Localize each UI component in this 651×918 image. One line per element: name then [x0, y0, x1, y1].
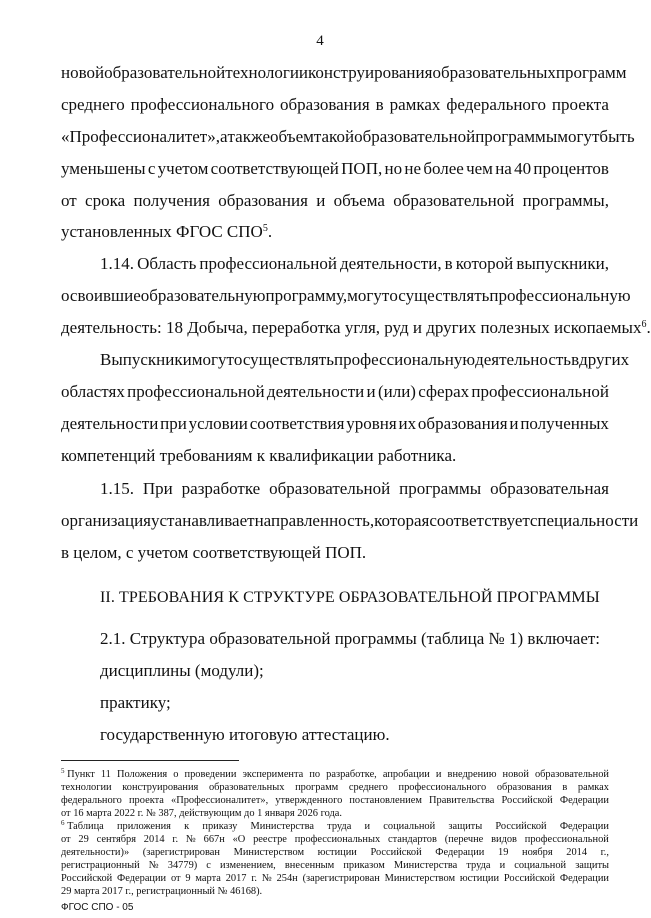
word: процентов	[533, 159, 609, 178]
word: профессиональную	[489, 286, 631, 305]
word: в	[571, 350, 580, 369]
list-item-attestation: государственную итоговую аттестацию.	[100, 725, 390, 744]
word: но	[384, 159, 403, 178]
word: защиты	[448, 821, 483, 832]
paragraph-1-14-line	[61, 284, 631, 308]
word: сферах	[418, 382, 470, 401]
word: осуществлять	[233, 350, 334, 369]
word: образования	[218, 191, 308, 210]
word: в	[375, 95, 384, 114]
word: Пункт	[64, 769, 95, 780]
word: Российской	[495, 821, 547, 832]
word: защиты	[575, 860, 609, 871]
word: и	[366, 382, 376, 401]
word: деятельности)»	[61, 847, 130, 858]
word: федерального	[446, 95, 546, 114]
word: марта	[195, 873, 221, 884]
word: социальной	[514, 860, 567, 871]
word: проведении	[184, 769, 237, 780]
word: новой	[502, 769, 529, 780]
word: могут	[347, 286, 390, 305]
word: образовательных	[208, 782, 285, 793]
word: ПОП,	[341, 159, 383, 178]
word: При	[142, 479, 173, 498]
word: выпускники,	[516, 254, 609, 273]
word: деятельности	[266, 382, 365, 401]
word: (зарегистрирован	[142, 847, 220, 858]
word: технологии	[61, 782, 112, 793]
paragraph-1-line	[61, 125, 635, 149]
word: и	[316, 191, 326, 210]
word: их	[398, 414, 417, 433]
word: апробации	[382, 769, 430, 780]
word: технологии	[225, 63, 309, 82]
word: на	[495, 159, 512, 178]
word: 29	[78, 834, 89, 845]
word: Федерации	[559, 795, 609, 806]
word: образования	[496, 782, 552, 793]
word: изменением,	[220, 860, 276, 871]
word: (перечне	[444, 834, 484, 845]
word: могут	[191, 350, 234, 369]
footnote-ref-5[interactable]: 5	[262, 223, 268, 234]
word: и	[435, 769, 442, 780]
word: от	[61, 834, 71, 845]
word: внедрению	[447, 769, 497, 780]
word: труда	[466, 860, 491, 871]
paragraph-graduates-line	[100, 348, 630, 372]
paragraph-2-1: 2.1. Структура образовательной программы (таблица № 1) включает:	[100, 629, 601, 648]
footnote-6-first	[61, 820, 104, 833]
word: профессиональную	[333, 350, 476, 369]
word: организация	[61, 511, 151, 530]
footnote-5-last-line: от 16 марта 2022 г. № 387, действующим до 1 января 2026 года.	[61, 808, 342, 819]
paragraph-1-line	[61, 189, 609, 213]
word: которая	[374, 511, 430, 530]
word: с	[147, 159, 156, 178]
word: соответствует	[429, 511, 530, 530]
word: такой	[313, 127, 355, 146]
word: образовательная	[490, 479, 609, 498]
paragraph-1-line	[61, 93, 609, 117]
word: образовательной	[269, 479, 391, 498]
word: в	[562, 782, 568, 793]
paragraph-1-15-line	[100, 477, 609, 501]
word: освоившие	[61, 286, 141, 305]
word: других	[579, 350, 630, 369]
word: «Профессионалитет»,	[61, 127, 220, 146]
word: к	[184, 821, 190, 832]
word: 1.15.	[100, 479, 134, 498]
section-heading: II. ТРЕБОВАНИЯ К СТРУКТУРЕ ОБРАЗОВАТЕЛЬНОЙ ПРОГРАММЫ	[100, 589, 600, 606]
word: областях	[61, 382, 125, 401]
word: г.	[251, 873, 258, 884]
word: юстиции	[459, 873, 500, 884]
word: чем	[466, 159, 493, 178]
word: Министерства	[393, 860, 458, 871]
footnote-6-last-line: 29 марта 2017 г., регистрационный № 46168).	[61, 886, 263, 897]
word: более	[423, 159, 464, 178]
word: приложения	[116, 821, 171, 832]
word: разработке	[181, 479, 261, 498]
word: а	[219, 127, 228, 146]
word: Российской	[503, 873, 556, 884]
word: утвержденного	[275, 795, 343, 806]
word: быть	[599, 127, 635, 146]
word: регистрационный	[61, 860, 140, 871]
word: при	[160, 414, 187, 433]
word: деятельности	[61, 414, 159, 433]
word: программы	[399, 479, 482, 498]
word: Министерством	[384, 873, 456, 884]
word: образовательной	[393, 191, 515, 210]
word: профессиональной	[524, 834, 609, 845]
paragraph-1-14-text: деятельность: 18 Добыча, переработка угля, руд и других полезных ископаемых	[61, 318, 642, 337]
paragraph-1-last-line	[61, 220, 272, 244]
word: 2014	[143, 834, 165, 845]
paragraph-1-14-line	[100, 252, 609, 276]
word: соответствующей	[210, 159, 339, 178]
footnote-5-line	[61, 768, 609, 781]
footnote-6-number: 6	[61, 819, 65, 827]
word: 9	[185, 873, 191, 884]
word: могут	[557, 127, 600, 146]
word: программы,	[522, 191, 609, 210]
word: проекта	[551, 95, 609, 114]
footnote-6-line	[61, 820, 609, 833]
word: 40	[514, 159, 532, 178]
word: и	[509, 414, 519, 433]
word: также	[227, 127, 271, 146]
word: федерального	[61, 795, 122, 806]
paragraph-1-line	[61, 61, 627, 85]
word: Министерством	[233, 847, 305, 858]
word: Российской	[61, 873, 113, 884]
word: «Профессионалитет»,	[171, 795, 269, 806]
word: объем	[270, 127, 314, 146]
word: получения	[133, 191, 210, 210]
word: (зарегистрирован	[302, 873, 380, 884]
word: эксперимента	[242, 769, 304, 780]
word: среднего	[61, 95, 125, 114]
footnote-5-number: 5	[61, 767, 65, 775]
word: 11	[100, 769, 111, 780]
paragraph-graduates-line	[61, 412, 609, 436]
word: г.	[172, 834, 179, 845]
word: Положения	[116, 769, 168, 780]
word: (или)	[377, 382, 416, 401]
word: программ	[295, 782, 339, 793]
word: 1.14.	[100, 254, 134, 273]
word: №	[148, 860, 159, 871]
word: по	[309, 769, 321, 780]
word: устанавливает	[151, 511, 255, 530]
word: Таблица	[64, 821, 104, 832]
word: программ	[555, 63, 627, 82]
word: «О	[232, 834, 246, 845]
word: новой	[61, 63, 105, 82]
footnote-6-line	[61, 859, 609, 872]
word: образовательной	[104, 63, 226, 82]
word: №	[185, 834, 196, 845]
word: специальности	[529, 511, 639, 530]
word: Российской	[501, 795, 553, 806]
paragraph-graduates-last-line: компетенций требованиям к квалификации работника.	[61, 446, 457, 465]
word: юстиции	[317, 847, 357, 858]
word: направленность,	[254, 511, 375, 530]
word: профессиональных	[294, 834, 381, 845]
word: социальной	[383, 821, 436, 832]
word: среднего	[348, 782, 388, 793]
word: ноября	[522, 847, 553, 858]
paragraph-1-line	[61, 157, 609, 181]
word: 2014	[566, 847, 588, 858]
word: о	[173, 769, 179, 780]
footnote-6-line	[61, 833, 609, 846]
word: профессионального	[398, 782, 487, 793]
word: полученных	[520, 414, 609, 433]
word: конструирования	[122, 782, 199, 793]
word: Российской	[370, 847, 422, 858]
word: программы	[475, 127, 558, 146]
word: 2017	[225, 873, 247, 884]
word: труда	[327, 821, 352, 832]
word: деятельности,	[340, 254, 442, 273]
footnote-6-line	[61, 872, 609, 885]
word: осуществлять	[389, 286, 490, 305]
word: которой	[455, 254, 514, 273]
page-number: 4	[316, 33, 324, 49]
word: образования	[417, 414, 508, 433]
word: рамках	[577, 782, 609, 793]
word: сентября	[96, 834, 136, 845]
word: Правительства	[429, 795, 495, 806]
paragraph-1-15-last-line: в целом, с учетом соответствующей ПОП.	[61, 543, 367, 562]
word: уровня	[346, 414, 397, 433]
word: реестре	[253, 834, 287, 845]
word: разработке,	[326, 769, 377, 780]
word: 667н	[203, 834, 225, 845]
word: соответствия	[249, 414, 345, 433]
word: Федерации	[559, 821, 609, 832]
word: Министерства	[250, 821, 314, 832]
footnote-5-line	[61, 781, 609, 794]
word: условии	[188, 414, 248, 433]
word: стандартов	[387, 834, 437, 845]
word: уменьшены	[61, 159, 146, 178]
paragraph-1-15-line	[61, 509, 639, 533]
footnote-separator	[61, 760, 239, 761]
word: и	[364, 821, 371, 832]
word: и	[499, 860, 506, 871]
word: с	[206, 860, 211, 871]
word: Федерации	[117, 873, 167, 884]
word: от	[170, 873, 181, 884]
word: образовательной	[534, 769, 609, 780]
paragraph-1-text: установленных ФГОС СПО	[61, 222, 263, 241]
word: видов	[491, 834, 517, 845]
paragraph-1-14-punct: .	[646, 318, 651, 337]
footnote-6-line	[61, 846, 609, 859]
word: внесенным	[284, 860, 335, 871]
word: проекта	[129, 795, 164, 806]
word: г.,	[600, 847, 609, 858]
word: конструирования	[308, 63, 433, 82]
word: образовательной	[354, 127, 476, 146]
word: учетом	[157, 159, 209, 178]
word: программу,	[265, 286, 348, 305]
word: Область	[137, 254, 197, 273]
word: 254н	[276, 873, 298, 884]
footnote-5-line	[61, 794, 609, 807]
word: образования	[280, 95, 370, 114]
list-item-practice: практику;	[100, 693, 171, 712]
word: срока	[85, 191, 126, 210]
word: профессионального	[130, 95, 275, 114]
word: приказу	[202, 821, 238, 832]
word: Федерации	[435, 847, 485, 858]
paragraph-graduates-line	[61, 380, 609, 404]
document-footer-code: ФГОС СПО - 05	[61, 902, 134, 913]
word: приказом	[343, 860, 385, 871]
word: от	[61, 191, 77, 210]
word: рамках	[389, 95, 441, 114]
footnote-ref-6[interactable]: 6	[641, 319, 647, 330]
word: 34779)	[167, 860, 198, 871]
word: Федерации	[559, 873, 609, 884]
word: Выпускники	[100, 350, 192, 369]
word: профессиональной	[471, 382, 609, 401]
word: профессиональной	[127, 382, 265, 401]
word: 19	[498, 847, 509, 858]
paragraph-1-punct: .	[267, 222, 273, 241]
word: образовательных	[432, 63, 556, 82]
footnote-5-first	[61, 768, 95, 781]
word: не	[404, 159, 422, 178]
word: постановлением	[349, 795, 422, 806]
word: деятельность	[475, 350, 572, 369]
word: №	[261, 873, 272, 884]
word: профессиональной	[199, 254, 337, 273]
word: объема	[333, 191, 385, 210]
list-item-disciplines: дисциплины (модули);	[100, 661, 264, 680]
word: в	[444, 254, 453, 273]
word: образовательную	[140, 286, 266, 305]
paragraph-1-14-last-line	[61, 316, 651, 340]
